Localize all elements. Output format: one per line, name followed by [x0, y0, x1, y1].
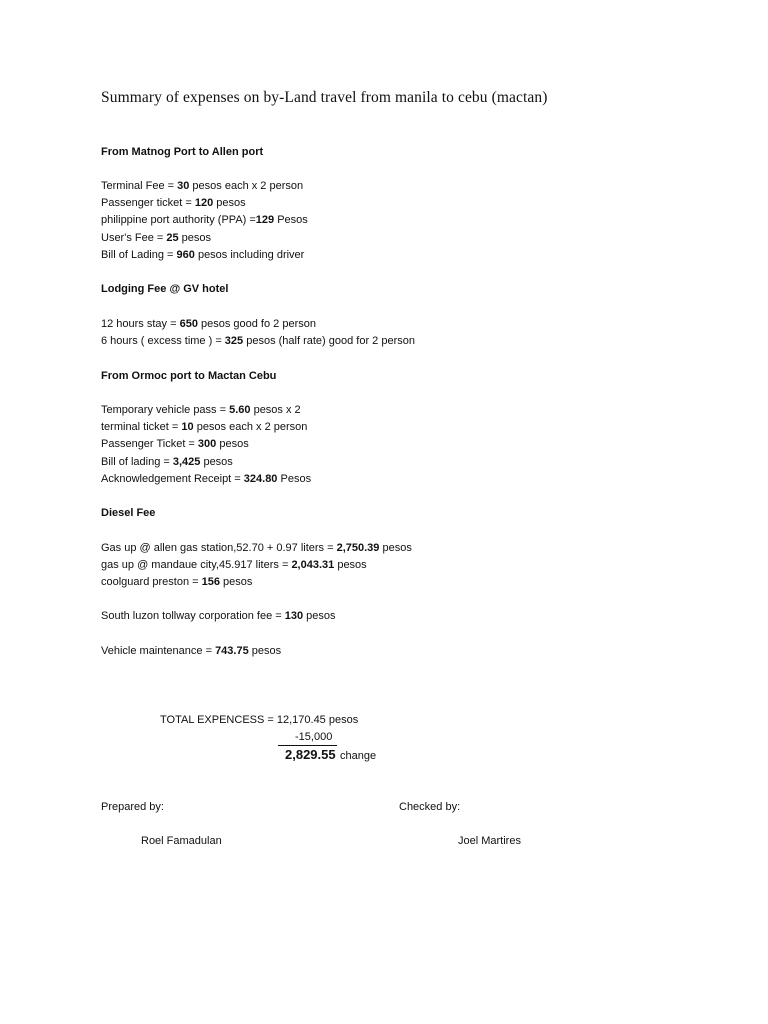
checked-by-name: Joel Martires — [458, 835, 521, 847]
expense-line: gas up @ mandaue city,45.917 liters = 2,043.31 pesos — [101, 559, 367, 571]
change-amount: 2,829.55 — [285, 747, 336, 762]
expense-line: User's Fee = 25 pesos — [101, 232, 212, 244]
expense-line: terminal ticket = 10 pesos each x 2 person — [101, 421, 308, 433]
document-title: Summary of expenses on by-Land travel from manila to cebu (mactan) — [101, 89, 548, 106]
expense-line: coolguard preston = 156 pesos — [101, 576, 253, 588]
prepared-by-name: Roel Famadulan — [141, 835, 222, 847]
section-heading-matnog-allen: From Matnog Port to Allen port — [101, 146, 264, 158]
prepared-by-label: Prepared by: — [101, 801, 164, 813]
expense-line: philippine port authority (PPA) =129 Pesos — [101, 214, 308, 226]
expense-line: Bill of lading = 3,425 pesos — [101, 456, 233, 468]
expense-line: Gas up @ allen gas station,52.70 + 0.97 liters = 2,750.39 pesos — [101, 542, 412, 554]
expense-line: Terminal Fee = 30 pesos each x 2 person — [101, 180, 304, 192]
checked-by-label: Checked by: — [399, 801, 461, 813]
section-heading-ormoc-mactan: From Ormoc port to Mactan Cebu — [101, 370, 277, 382]
expense-line: Temporary vehicle pass = 5.60 pesos x 2 — [101, 404, 301, 416]
expense-line: Acknowledgement Receipt = 324.80 Pesos — [101, 473, 312, 485]
subtraction-rule — [278, 745, 337, 746]
expense-line-tollway: South luzon tollway corporation fee = 130 pesos — [101, 610, 336, 622]
expense-line: Passenger Ticket = 300 pesos — [101, 438, 249, 450]
section-heading-lodging: Lodging Fee @ GV hotel — [101, 283, 229, 295]
amount-paid: -15,000 — [295, 731, 333, 743]
expense-line: Passenger ticket = 120 pesos — [101, 197, 246, 209]
expense-line: 6 hours ( excess time ) = 325 pesos (half rate) good for 2 person — [101, 335, 415, 347]
expense-line: 12 hours stay = 650 pesos good fo 2 person — [101, 318, 316, 330]
expense-line-maintenance: Vehicle maintenance = 743.75 pesos — [101, 645, 282, 657]
change-label: change — [340, 750, 377, 762]
expense-line: Bill of Lading = 960 pesos including driver — [101, 249, 305, 261]
section-heading-diesel: Diesel Fee — [101, 507, 156, 519]
total-expenses: TOTAL EXPENCESS = 12,170.45 pesos — [160, 714, 359, 726]
